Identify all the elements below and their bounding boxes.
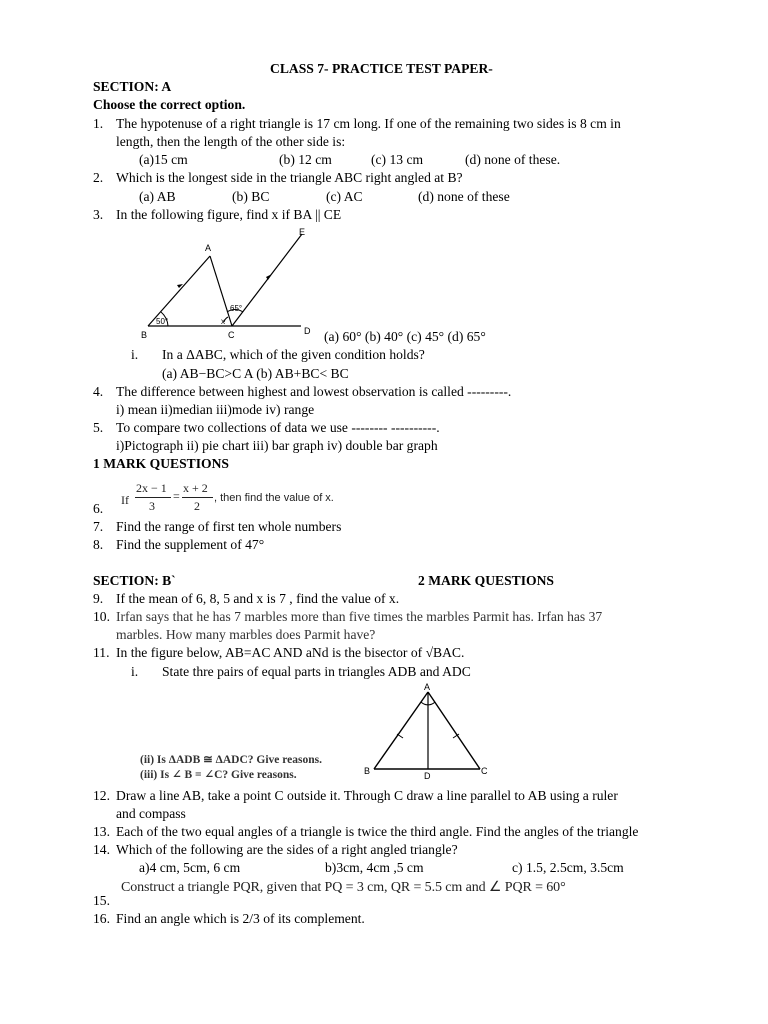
q5-options: i)Pictograph ii) pie chart iii) bar graph iv) double bar graph [116,438,438,453]
q1-option-c: (c) 13 cm [371,152,424,167]
q3-options: (a) 60° (b) 40° (c) 45° (d) 65° [324,329,486,344]
q11-number: 11. [93,645,110,660]
q3-figure [138,226,338,344]
q3-sub-options: (a) AB−BC>C A (b) AB+BC< BC [162,366,349,381]
q13-text: Each of the two equal angles of a triangle is twice the third angle. Find the angles of the triangle [116,824,639,839]
q6-if: If [121,493,129,507]
q2-option-d: (d) none of these [418,189,510,204]
q11-sub-text: State thre pairs of equal parts in triangles ADB and ADC [162,664,471,679]
q2-text: Which is the longest side in the triangle ABC right angled at B? [116,170,463,185]
q11-image-line2: (iii) Is ∠ B = ∠C? Give reasons. [140,769,297,781]
q10-text-line2: marbles. How many marbles does Parmit have? [116,627,376,642]
q6-lhs-den: 3 [149,499,155,513]
q4-options: i) mean ii)median iii)mode iv) range [116,402,315,417]
tri-label-c: C [481,766,488,776]
q4-number: 4. [93,384,104,399]
fig-label-c: C [228,330,235,340]
fig-angle-x: x [221,317,225,326]
q2-option-c: (c) AC [326,189,363,204]
q7-text: Find the range of first ten whole numbers [116,519,342,534]
q13-number: 13. [93,824,110,839]
q3-sub-number: i. [131,347,139,362]
q11-image-line1: (ii) Is ΔADB ≅ ΔADC? Give reasons. [140,754,322,766]
q6-rhs-num: x + 2 [183,481,208,495]
q12-number: 12. [93,788,110,803]
q14-option-b: b)3cm, 4cm ,5 cm [325,860,424,875]
section-b-heading: SECTION: B` [93,573,176,588]
section-a-instruction: Choose the correct option. [93,97,246,112]
fig-label-e: E [299,227,306,237]
q14-option-c: c) 1.5, 2.5cm, 3.5cm [512,860,624,875]
q2-number: 2. [93,170,104,185]
q5-text: To compare two collections of data we use -------- ----------. [116,420,440,435]
q3-number: 3. [93,207,104,222]
one-mark-heading: 1 MARK QUESTIONS [93,456,229,471]
line-ac [210,256,232,326]
q6-tail: , then find the value of x. [214,492,334,504]
q1-text-line2: length, then the length of the other side is: [116,134,346,149]
tri-ab [374,692,428,769]
q1-option-d: (d) none of these. [465,152,561,167]
q1-option-b: (b) 12 cm [279,152,332,167]
q5-number: 5. [93,420,104,435]
q15-image-text: Construct a triangle PQR, given that PQ = 3 cm, QR = 5.5 cm and ∠ PQR = 60° [121,880,566,895]
q3-text: In the following figure, find x if BA || CE [116,207,342,222]
q11-triangle-figure [362,682,492,782]
q6-number: 6. [93,501,104,516]
q6-lhs-num: 2x − 1 [136,481,167,495]
fig-label-b: B [141,330,148,340]
q6-rhs-bar [182,497,213,498]
tri-ac [428,692,480,769]
page-title: CLASS 7- PRACTICE TEST PAPER- [270,61,493,76]
fig-angle-65: 65° [230,304,243,313]
q1-option-a: (a)15 cm [139,152,188,167]
tri-label-d: D [424,771,431,781]
q10-number: 10. [93,609,110,624]
q2-option-a: (a) AB [139,189,176,204]
q12-text-line2: and compass [116,806,186,821]
section-a-heading: SECTION: A [93,79,172,94]
q9-number: 9. [93,591,104,606]
fig-label-a: A [205,243,212,253]
q8-text: Find the supplement of 47° [116,537,265,552]
q2-option-b: (b) BC [232,189,270,204]
q14-number: 14. [93,842,110,857]
arrow-ce [266,274,272,280]
q7-number: 7. [93,519,104,534]
q6-eq: = [173,489,180,503]
q15-number: 15. [93,893,110,908]
q6-lhs-bar [135,497,171,498]
q16-text: Find an angle which is 2/3 of its complement. [116,911,365,926]
q11-text: In the figure below, AB=AC AND aNd is the bisector of √BAC. [116,645,465,660]
q4-text: The difference between highest and lowest observation is called ---------. [116,384,512,399]
q1-number: 1. [93,116,104,131]
tri-label-b: B [364,766,371,776]
two-mark-heading: 2 MARK QUESTIONS [418,573,554,588]
q14-text: Which of the following are the sides of a right angled triangle? [116,842,458,857]
q6-rhs-den: 2 [194,499,200,513]
q16-number: 16. [93,911,110,926]
q10-text-line1: Irfan says that he has 7 marbles more than five times the marbles Parmit has. Irfan has 37 [116,609,603,624]
q12-text-line1: Draw a line AB, take a point C outside it. Through C draw a line parallel to AB using a ruler [116,788,618,803]
fig-angle-50: 50° [156,317,169,326]
q1-text-line1: The hypotenuse of a right triangle is 17 cm long. If one of the remaining two sides is 8 cm in [116,116,621,131]
fig-label-d: D [304,326,311,336]
q14-option-a: a)4 cm, 5cm, 6 cm [139,860,241,875]
q9-text: If the mean of 6, 8, 5 and x is 7 , find the value of x. [116,591,400,606]
line-ba [148,256,210,326]
q11-sub-number: i. [131,664,139,679]
q3-sub-text: In a ΔABC, which of the given condition holds? [162,347,425,362]
q8-number: 8. [93,537,104,552]
tri-label-a: A [424,682,431,692]
